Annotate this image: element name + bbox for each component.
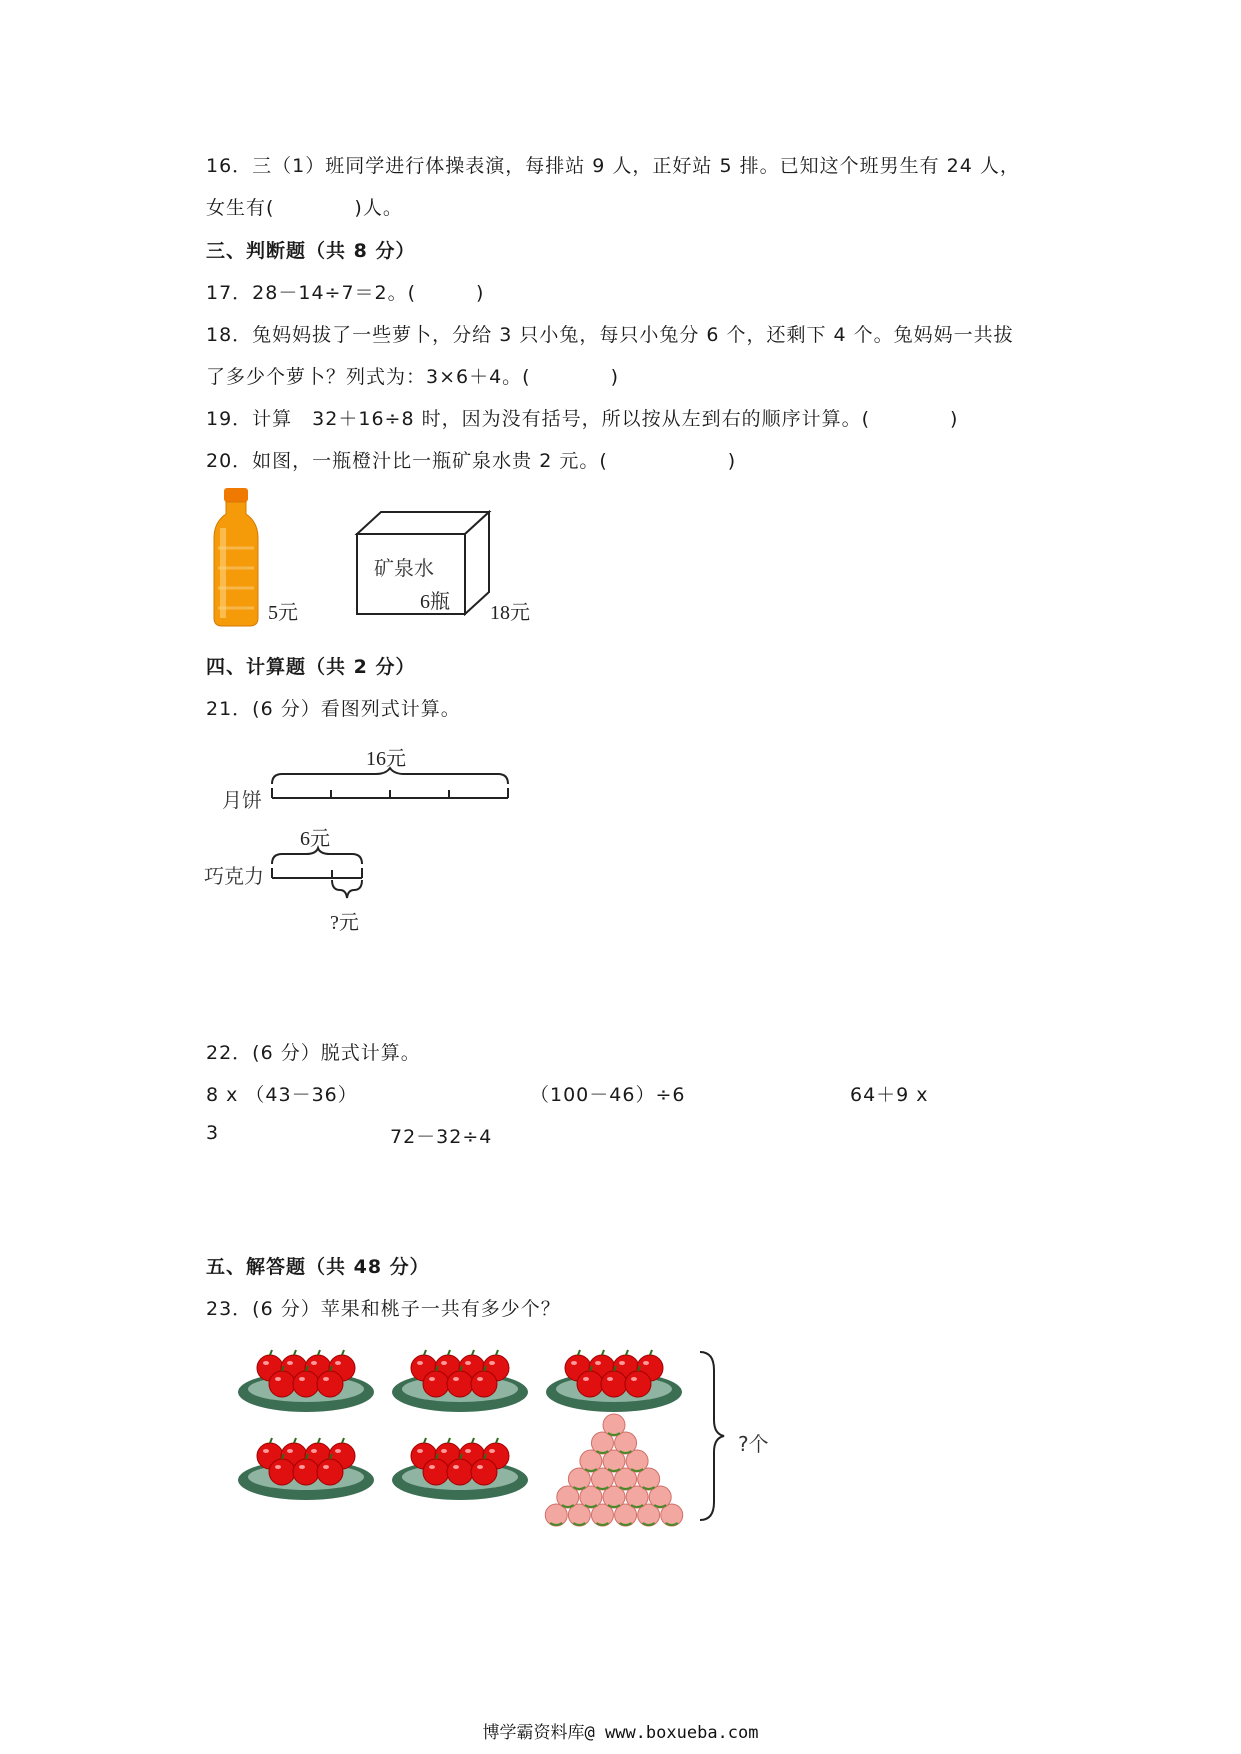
apple — [601, 1371, 627, 1397]
q18-line2: 了多少个萝卜？列式为：3×6＋4。( ) — [206, 366, 620, 388]
apple — [269, 1371, 295, 1397]
juice-price-label: 5元 — [268, 602, 298, 624]
q19-text: 19．计算 32＋16÷8 时，因为没有括号，所以按从左到右的顺序计算。( ) — [206, 408, 959, 430]
q18-line1: 18．兔妈妈拔了一些萝卜，分给 3 只小兔，每只小兔分 6 个，还剩下 4 个。兔妈妈一共拔 — [206, 324, 1014, 346]
fruit-plates-illustration — [230, 1340, 770, 1530]
chocolate-bar-diagram — [268, 848, 368, 908]
unknown-price-label: ?元 — [330, 912, 359, 934]
apple — [471, 1371, 497, 1397]
apple — [625, 1371, 651, 1397]
apple — [269, 1459, 295, 1485]
apple — [293, 1459, 319, 1485]
brace — [700, 1352, 724, 1520]
apple — [423, 1371, 449, 1397]
apple — [423, 1459, 449, 1485]
mooncake-label: 月饼 — [222, 788, 262, 812]
q16-line1: 16．三（1）班同学进行体操表演，每排站 9 人，正好站 5 排。已知这个班男生有 24 人， — [206, 155, 1020, 177]
apple — [293, 1371, 319, 1397]
chocolate-total-label: 6元 — [300, 828, 330, 850]
water-box-count: 6瓶 — [420, 591, 450, 613]
q22-text: 22．(6 分）脱式计算。 — [206, 1042, 421, 1064]
fruit-unknown-label: ?个 — [738, 1432, 769, 1456]
juice-bottle-illustration — [206, 488, 266, 628]
apple — [471, 1459, 497, 1485]
mooncake-bar-diagram — [268, 768, 516, 804]
q22-expr4: 72－32÷4 — [390, 1126, 493, 1148]
section3-title: 三、判断题（共 8 分） — [206, 240, 416, 262]
q22-expr1: 8 x （43－36） — [206, 1084, 358, 1106]
q16-line2: 女生有( )人。 — [206, 197, 403, 219]
apple — [447, 1459, 473, 1485]
apple — [577, 1371, 603, 1397]
water-box-price: 18元 — [490, 602, 530, 624]
q22-expr2: （100－46）÷6 — [530, 1084, 686, 1106]
water-box-label: 矿泉水 — [374, 556, 434, 580]
section4-title: 四、计算题（共 2 分） — [206, 656, 416, 678]
mooncake-total-label: 16元 — [366, 748, 406, 770]
q17-text: 17．28－14÷7＝2。( ) — [206, 282, 485, 304]
q22-expr3-cont: 3 — [206, 1122, 220, 1144]
q22-expr3: 64＋9 x — [850, 1084, 929, 1106]
section5-title: 五、解答题（共 48 分） — [206, 1256, 430, 1278]
apple — [447, 1371, 473, 1397]
q21-text: 21．(6 分）看图列式计算。 — [206, 698, 461, 720]
apple — [317, 1371, 343, 1397]
apple — [317, 1459, 343, 1485]
peach — [603, 1414, 625, 1436]
footer-watermark: 博学霸资料库@ www.boxueba.com — [482, 1723, 759, 1743]
chocolate-label: 巧克力 — [204, 864, 264, 888]
q20-text: 20．如图，一瓶橙汁比一瓶矿泉水贵 2 元。( ) — [206, 450, 737, 472]
q23-text: 23．(6 分）苹果和桃子一共有多少个？ — [206, 1298, 561, 1320]
